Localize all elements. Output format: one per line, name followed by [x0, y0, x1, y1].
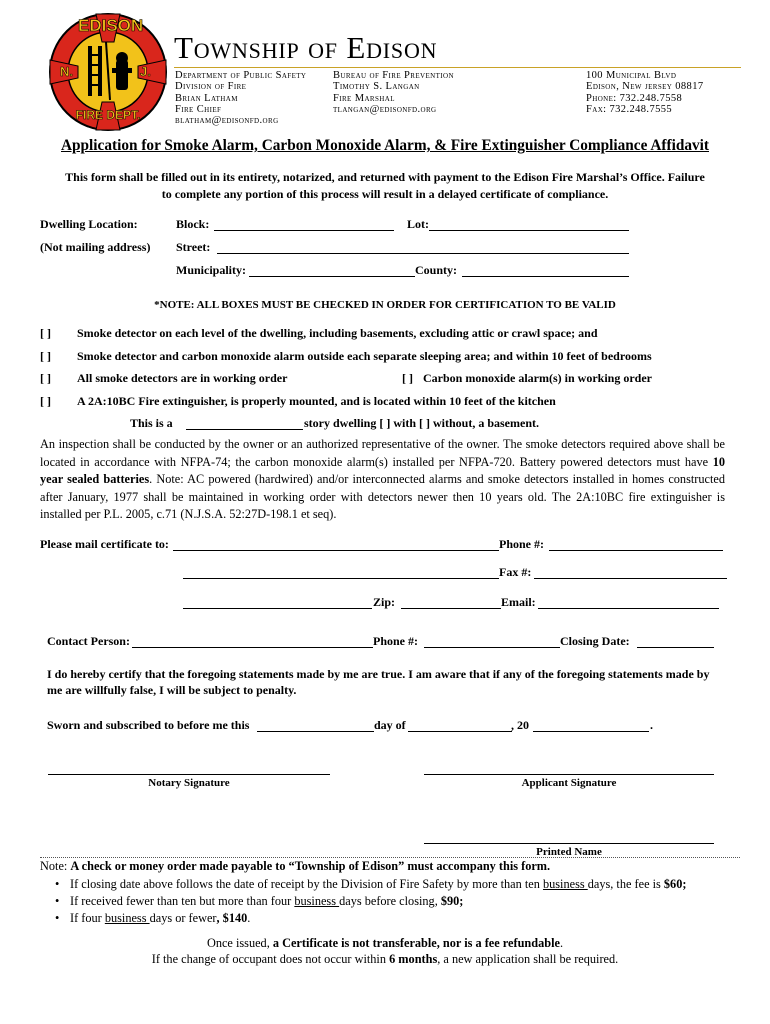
issued-text: .: [559, 936, 564, 950]
township-title: Township of Edison: [174, 30, 438, 65]
header-col1-line: Fire Chief: [175, 103, 222, 115]
fee-underline: business: [294, 894, 340, 908]
fee-text: If closing date above follows the date of receipt by the Division of Fire Safety by more than ten: [70, 877, 543, 891]
zip-label: Zip:: [373, 595, 396, 609]
printed-name-label: Printed Name: [536, 846, 602, 858]
change-bold: 6 months: [389, 952, 438, 966]
fee-text: days, the fee is: [587, 877, 664, 891]
issued-bold: a Certificate is not transferable, nor is a fee refundable: [272, 936, 560, 950]
phone-label: Phone #:: [499, 537, 544, 551]
applicant-signature-label: Applicant Signature: [521, 777, 617, 789]
note-bold: A check or money order made payable to “Township of Edison” must accompany this form.: [70, 859, 551, 873]
check-item-1: Smoke detector on each level of the dwelling, including basements, excluding attic or crawl space; and: [77, 326, 598, 340]
header-col-bureau: [333, 70, 454, 115]
bullet-icon: •: [55, 877, 60, 891]
sworn-day-field[interactable]: [257, 720, 374, 732]
fee-item: [40, 893, 740, 910]
para-part-b: 10 year sealed batteries: [40, 454, 725, 486]
form-title: Application for Smoke Alarm, Carbon Monoxide Alarm, & Fire Extinguisher Compliance Affidavit: [61, 137, 709, 154]
logo-text-right: J.: [140, 64, 151, 79]
logo-text-bottom: FIRE DEPT.: [75, 108, 141, 122]
header-col3-line: Phone: 732.248.7558: [586, 92, 683, 104]
story-prefix: This is a: [130, 416, 173, 430]
notary-signature-line[interactable]: [48, 774, 330, 775]
change-text: If the change of occupant does not occur within: [151, 952, 390, 966]
contact-label: Contact Person:: [47, 634, 130, 648]
bullet-icon: •: [55, 894, 60, 908]
sworn-period: .: [650, 718, 653, 732]
checkbox-co-alarm[interactable]: [ ]: [402, 371, 413, 385]
contact-phone-label: Phone #:: [373, 634, 418, 648]
check-item-4: A 2A:10BC Fire extinguisher, is properly mounted, and is located within 10 feet of the kitchen: [77, 394, 556, 408]
note-prefix: Note:: [40, 859, 71, 873]
check-item-2: Smoke detector and carbon monoxide alarm outside each separate sleeping area; and within 10 feet of bedrooms: [77, 349, 652, 363]
checkbox-extinguisher[interactable]: [ ]: [40, 394, 51, 408]
county-label: County:: [415, 263, 458, 277]
fee-amount: , $140: [216, 911, 248, 925]
inspection-paragraph: [40, 436, 725, 524]
footer-divider: [40, 857, 740, 858]
header-col2-line: Fire Marshal: [333, 92, 395, 104]
check-item-3b: Carbon monoxide alarm(s) in working order: [423, 371, 652, 385]
header-col3-line: 100 Municipal Blvd: [586, 70, 677, 81]
change-note: [0, 952, 770, 967]
email-label: Email:: [501, 595, 536, 609]
issued-note: [0, 936, 770, 951]
header-col2-line: Timothy S. Langan: [333, 81, 420, 93]
contact-field[interactable]: [132, 636, 373, 648]
printed-name-line[interactable]: [424, 843, 714, 844]
fee-item: [40, 876, 740, 893]
fee-text: If received fewer than ten but more than four: [70, 894, 295, 908]
mail-city-field[interactable]: [183, 597, 372, 609]
closing-date-field[interactable]: [637, 636, 714, 648]
para-part-a: An inspection shall be conducted by the owner or an authorized representative of the owner. The smoke detectors required above shall be located in accordance with NFPA-74; the carbon monoxide alarm(s) installed per NFPA-720. Battery powered detectors must have: [40, 437, 725, 469]
fee-item: [40, 910, 740, 927]
header-col3-line: Edison, New jersey 08817: [586, 81, 704, 93]
day-of-label: day of: [374, 718, 406, 732]
fee-underline: business: [542, 877, 588, 891]
certify-statement: I do hereby certify that the foregoing statements made by me are true. I am aware that if any of the foregoing statements made by me are willfully false, I will be subject to penalty.: [47, 667, 710, 697]
fee-underline: business: [104, 911, 150, 925]
para-part-c: . Note: AC powered (hardwired) and/or interconnected alarms and smoke detectors installed in homes constructed after January, 1977 shall be maintained in working order with detectors newer then 10 years old. The 2A:10BC fire extinguisher is installed per P.L. 2005, c.71 (N.J.S.A. 52:27D-198.1 et seq).: [40, 472, 725, 521]
header-rule: [174, 67, 741, 68]
boxes-note: *NOTE: ALL BOXES MUST BE CHECKED IN ORDER FOR CERTIFICATION TO BE VALID: [154, 299, 616, 311]
lot-field[interactable]: [429, 219, 629, 231]
fee-amount: $90;: [440, 894, 464, 908]
street-field[interactable]: [217, 242, 629, 254]
checkbox-smoke-each-level[interactable]: [ ]: [40, 326, 51, 340]
header-col3-line: Fax: 732.248.7555: [586, 103, 673, 115]
header-col1-line: Department of Public Safety: [175, 70, 307, 81]
dwelling-location-label: Dwelling Location:: [40, 217, 138, 231]
closing-label: Closing Date:: [560, 634, 630, 648]
notary-signature-label: Notary Signature: [148, 777, 230, 789]
mail-phone-field[interactable]: [549, 539, 723, 551]
header-col1-line: Division of Fire: [175, 81, 247, 93]
story-count-field[interactable]: [186, 418, 303, 430]
fee-text: .: [247, 911, 251, 925]
checkbox-sleeping-area[interactable]: [ ]: [40, 349, 51, 363]
header-col2-line: Bureau of Fire Prevention: [333, 70, 454, 81]
fee-text: days before closing,: [339, 894, 441, 908]
logo-text-left: N.: [60, 64, 73, 79]
fee-amount: $60;: [663, 877, 687, 891]
fax-label: Fax #:: [499, 565, 532, 579]
payment-note: [40, 859, 550, 874]
logo-text-top: EDISON: [78, 16, 144, 35]
street-label: Street:: [176, 240, 211, 254]
contact-phone-field[interactable]: [424, 636, 560, 648]
fee-list: [40, 876, 740, 927]
intro-line-1: This form shall be filled out in its entirety, notarized, and returned with payment to the Edison Fire Marshal’s Office. Failure: [65, 170, 705, 184]
sworn-label: Sworn and subscribed to before me this: [47, 718, 250, 732]
mail-zip-field[interactable]: [401, 597, 501, 609]
checkbox-working-order[interactable]: [ ]: [40, 371, 51, 385]
lot-label: Lot:: [407, 217, 429, 231]
applicant-signature-line[interactable]: [424, 774, 714, 775]
check-item-3: All smoke detectors are in working order: [77, 371, 288, 385]
not-mailing-label: (Not mailing address): [40, 240, 151, 254]
header-col1-line: blatham@edisonfd.org: [175, 115, 279, 127]
header-col2-line: tlangan@edisonfd.org: [333, 103, 437, 115]
mail-cert-label: Please mail certificate to:: [40, 537, 169, 551]
issued-text: Once issued,: [206, 936, 273, 950]
block-field[interactable]: [214, 219, 394, 231]
story-suffix: story dwelling [ ] with [ ] without, a basement.: [304, 416, 539, 430]
sworn-year-field[interactable]: [533, 720, 649, 732]
mail-fax-field[interactable]: [534, 567, 727, 579]
mail-address-field[interactable]: [183, 567, 499, 579]
fire-dept-logo: [48, 12, 168, 132]
header-col-department: [175, 70, 306, 126]
fee-text: If four: [70, 911, 105, 925]
fee-text: days or fewer: [149, 911, 217, 925]
municipality-label: Municipality:: [176, 263, 247, 277]
header-col-address: [586, 70, 704, 115]
year-label: , 20: [511, 718, 529, 732]
county-field[interactable]: [462, 265, 629, 277]
mail-email-field[interactable]: [538, 597, 719, 609]
bullet-icon: •: [55, 911, 60, 925]
municipality-field[interactable]: [249, 265, 415, 277]
header-col1-line: Brian Latham: [175, 92, 238, 104]
change-text: , a new application shall be required.: [437, 952, 619, 966]
mail-name-field[interactable]: [173, 539, 499, 551]
sworn-month-field[interactable]: [408, 720, 512, 732]
block-label: Block:: [176, 217, 210, 231]
intro-line-2: to complete any portion of this process will result in a delayed certificate of compliance.: [161, 187, 609, 201]
